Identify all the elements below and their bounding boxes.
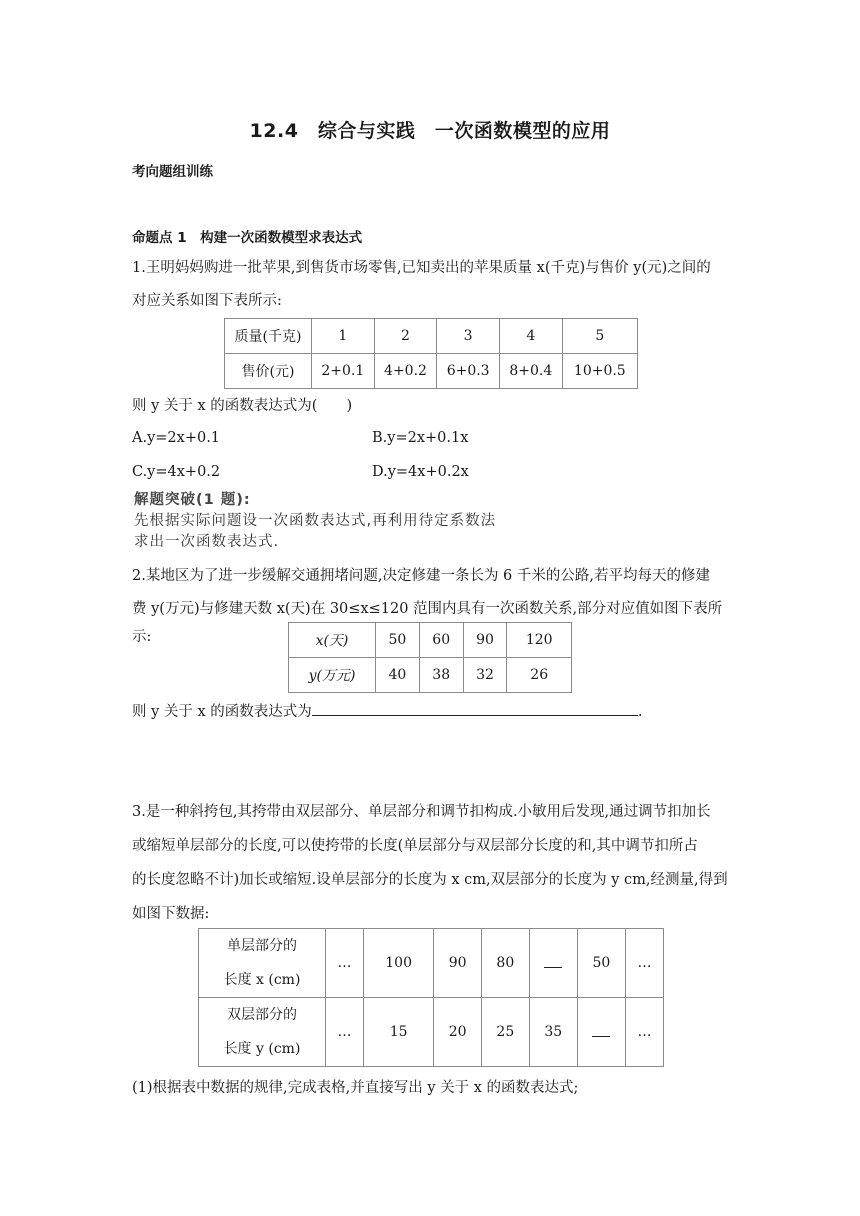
page-title: 12.4 综合与实践 一次函数模型的应用 [249, 120, 611, 142]
q1-cell: 6+0.3 [437, 354, 500, 389]
q2-table-row [289, 623, 572, 658]
q2-cell: 40 [376, 658, 420, 693]
hint-line2: 求出一次函数表达式. [134, 534, 280, 550]
q1-option-a[interactable]: A.y=2x+0.1 [132, 430, 221, 446]
q2-stem-line1: 2.某地区为了进一步缓解交通拥堵问题,决定修建一条长为 6 千米的公路,若平均每天的修建 [132, 568, 710, 584]
q3-row1-head [199, 929, 326, 998]
q3-sub1: (1)根据表中数据的规律,完成表格,并直接写出 y 关于 x 的函数表达式; [132, 1080, 579, 1096]
q1-cell: 10+0.5 [562, 354, 637, 389]
q3-table-row [199, 929, 664, 998]
q2-row1-head: x(天) [289, 623, 376, 658]
q1-cell: 8+0.4 [499, 354, 562, 389]
q2-cell: 26 [507, 658, 572, 693]
topic-heading: 命题点 1 构建一次函数模型求表达式 [132, 230, 363, 246]
q2-table-row [289, 658, 572, 693]
q3-cell: 25 [481, 998, 529, 1067]
q3-table [198, 928, 664, 1067]
q1-cell: 1 [312, 319, 375, 354]
q2-cell: 60 [419, 623, 463, 658]
q3-cell: … [625, 929, 663, 998]
q3-cell: … [326, 998, 364, 1067]
q3-row1-head-a: 单层部分的 [227, 938, 297, 954]
q1-table [224, 318, 638, 389]
q3-cell: 90 [434, 929, 482, 998]
q3-blank-cell[interactable] [529, 929, 577, 998]
hint-box [134, 490, 554, 553]
hint-heading: 解题突破(1 题): [134, 492, 251, 508]
q3-blank-x[interactable] [544, 955, 562, 968]
q1-row1-head: 质量(千克) [225, 319, 312, 354]
q2-cell: 50 [376, 623, 420, 658]
q3-cell: 20 [434, 998, 482, 1067]
q2-end: . [637, 704, 643, 720]
section-heading: 考向题组训练 [132, 164, 213, 180]
q2-ask: 则 y 关于 x 的函数表达式为 [132, 704, 312, 720]
q3-stem-line2: 或缩短单层部分的长度,可以使挎带的长度(单层部分与双层部分长度的和,其中调节扣所占 [132, 838, 698, 854]
q2-stem-line2: 费 y(万元)与修建天数 x(天)在 30≤x≤120 范围内具有一次函数关系,部分对应值如图下表所示: [132, 601, 723, 645]
q1-cell: 5 [562, 319, 637, 354]
q3-stem-line4: 如图下数据: [132, 906, 210, 922]
q1-option-b[interactable]: B.y=2x+0.1x [372, 430, 469, 446]
q3-cell: 50 [577, 929, 625, 998]
q3-cell: … [625, 998, 663, 1067]
q1-cell: 3 [437, 319, 500, 354]
q3-stem-line1: 3.是一种斜挎包,其挎带由双层部分、单层部分和调节扣构成.小敏用后发现,通过调节扣加长 [132, 804, 711, 820]
q1-stem-line1: 1.王明妈妈购进一批苹果,到售货市场零售,已知卖出的苹果质量 x(千克)与售价 y(元)之间的 [132, 260, 711, 276]
q1-option-c[interactable]: C.y=4x+0.2 [132, 464, 221, 480]
q3-cell: 35 [529, 998, 577, 1067]
q1-cell: 4+0.2 [374, 354, 437, 389]
q1-cell: 4 [499, 319, 562, 354]
q3-row2-head-b: 长度 y (cm) [223, 1041, 301, 1057]
q3-cell: 100 [364, 929, 434, 998]
q2-table [288, 622, 572, 693]
q1-stem-line2: 对应关系如图下表所示: [132, 293, 282, 309]
q3-stem-line3: 的长度忽略不计)加长或缩短.设单层部分的长度为 x cm,双层部分的长度为 y cm,经测量,得到 [132, 872, 728, 888]
q3-table-row [199, 998, 664, 1067]
q3-cell: … [326, 929, 364, 998]
q3-row1-head-b: 长度 x (cm) [223, 972, 301, 988]
q1-cell: 2+0.1 [312, 354, 375, 389]
q2-cell: 38 [419, 658, 463, 693]
q1-cell: 2 [374, 319, 437, 354]
q2-cell: 32 [463, 658, 507, 693]
q1-ask: 则 y 关于 x 的函数表达式为( ) [132, 398, 353, 414]
q2-ask-line [132, 698, 732, 726]
q3-cell: 15 [364, 998, 434, 1067]
hint-line1: 先根据实际问题设一次函数表达式,再利用待定系数法 [134, 513, 497, 529]
q3-blank-cell[interactable] [577, 998, 625, 1067]
q1-table-row [225, 354, 638, 389]
q3-cell: 80 [481, 929, 529, 998]
q3-row2-head [199, 998, 326, 1067]
q2-cell: 90 [463, 623, 507, 658]
q3-row2-head-a: 双层部分的 [227, 1007, 297, 1023]
q1-row2-head: 售价(元) [225, 354, 312, 389]
q3-blank-y[interactable] [592, 1024, 610, 1037]
q2-row2-head: y(万元) [289, 658, 376, 693]
q1-table-row [225, 319, 638, 354]
q2-answer-blank[interactable] [312, 701, 638, 716]
q2-cell: 120 [507, 623, 572, 658]
q1-option-d[interactable]: D.y=4x+0.2x [372, 464, 469, 480]
